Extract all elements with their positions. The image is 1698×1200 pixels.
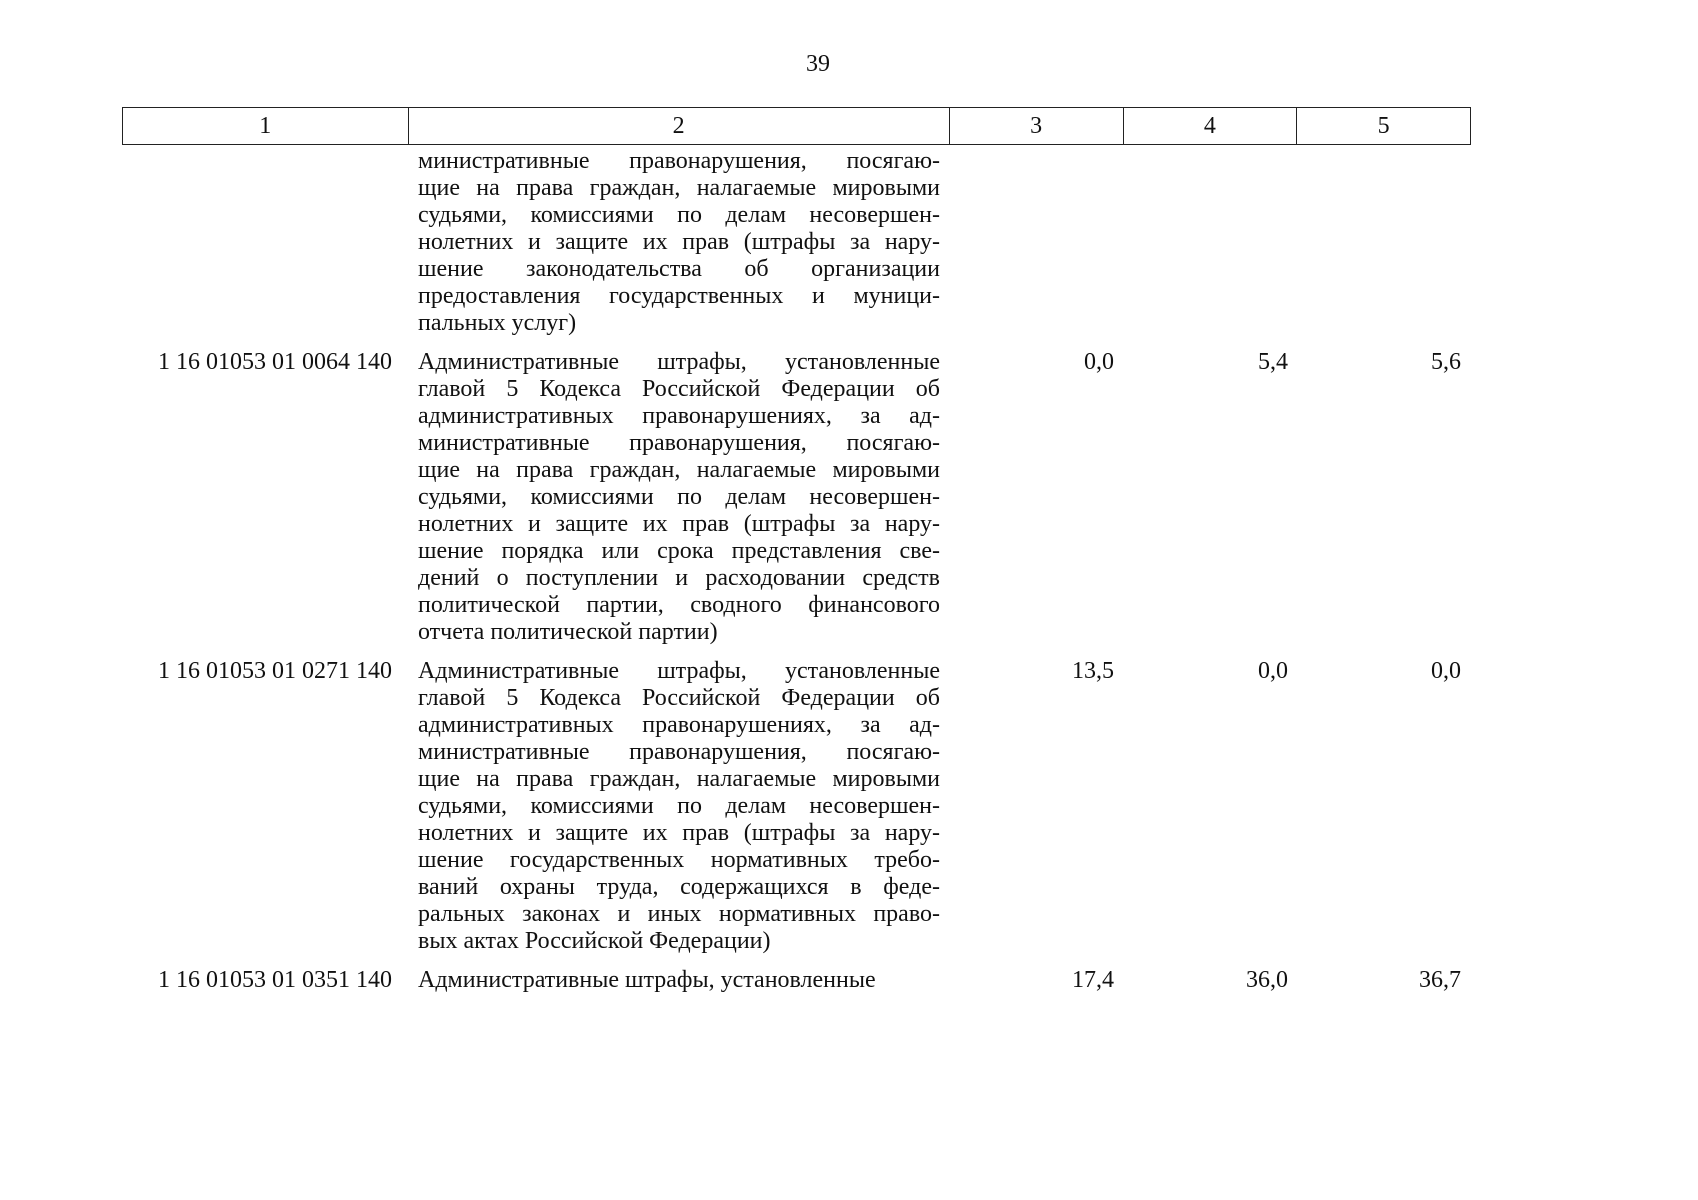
- table-row: [122, 148, 1471, 337]
- description-line: судьями, комиссиями по делам несовершен-: [418, 202, 940, 228]
- description-line: щие на права граждан, налагаемые мировыми: [418, 175, 940, 201]
- description-line: политической партии, сводного финансового: [418, 592, 940, 618]
- row-value-col-4: 5,4: [1258, 349, 1288, 375]
- row-description: [408, 658, 950, 955]
- row-value-col-3: 13,5: [1072, 658, 1114, 684]
- row-code: 1 16 01053 01 0064 140: [158, 349, 392, 375]
- row-description: [408, 967, 950, 994]
- description-line: нолетних и защите их прав (штрафы за нару-: [418, 511, 940, 537]
- row-value-col-5: 5,6: [1431, 349, 1461, 375]
- description-line: главой 5 Кодекса Российской Федерации об: [418, 376, 940, 402]
- description-line: судьями, комиссиями по делам несовершен-: [418, 484, 940, 510]
- header-col-5: 5: [1377, 113, 1390, 139]
- description-line: главой 5 Кодекса Российской Федерации об: [418, 685, 940, 711]
- header-col-3: 3: [950, 108, 1124, 144]
- row-value-col-5: [1298, 148, 1471, 337]
- row-code: [122, 148, 408, 337]
- table-row: [122, 349, 1471, 646]
- description-line: предоставления государственных и муници-: [418, 283, 940, 309]
- description-line: судьями, комиссиями по делам несовершен-: [418, 793, 940, 819]
- table-body: [122, 148, 1471, 994]
- description-line: отчета политической партии): [418, 619, 718, 645]
- row-value-col-3: [950, 148, 1124, 337]
- row-code: 1 16 01053 01 0351 140: [158, 967, 392, 993]
- row-value-col-4: 0,0: [1258, 658, 1288, 684]
- description-line: министративные правонарушения, посягаю-: [418, 430, 940, 456]
- description-line: министративные правонарушения, посягаю-: [418, 739, 940, 765]
- description-line: министративные правонарушения, посягаю-: [418, 148, 940, 174]
- description-line: административных правонарушениях, за ад-: [418, 712, 940, 738]
- description-line: Административные штрафы, установленные: [418, 349, 940, 375]
- description-line: ральных законах и иных нормативных право-: [418, 901, 940, 927]
- row-value-col-3: 17,4: [1072, 967, 1114, 993]
- description-line: нолетних и защите их прав (штрафы за нару-: [418, 229, 940, 255]
- page-number: 39: [806, 51, 830, 77]
- description-line: шение порядка или срока представления све-: [418, 538, 940, 564]
- description-line: Административные штрафы, установленные: [418, 658, 940, 684]
- description-line: щие на права граждан, налагаемые мировыми: [418, 457, 940, 483]
- description-line: нолетних и защите их прав (штрафы за нару-: [418, 820, 940, 846]
- row-value-col-4: [1124, 148, 1298, 337]
- table-row: [122, 967, 1471, 994]
- description-line: шение законодательства об организации: [418, 256, 940, 282]
- description-line: щие на права граждан, налагаемые мировыми: [418, 766, 940, 792]
- table-row: [122, 658, 1471, 955]
- description-line: Административные штрафы, установленные: [418, 967, 876, 993]
- description-line: административных правонарушениях, за ад-: [418, 403, 940, 429]
- description-line: пальных услуг): [418, 310, 577, 336]
- row-value-col-5: 0,0: [1431, 658, 1461, 684]
- table-header: [122, 107, 1471, 145]
- row-value-col-3: 0,0: [1084, 349, 1114, 375]
- header-col-1: 1: [123, 108, 409, 144]
- row-value-col-4: 36,0: [1246, 967, 1288, 993]
- row-value-col-5: 36,7: [1419, 967, 1461, 993]
- description-line: вых актах Российской Федерации): [418, 928, 771, 954]
- row-code: 1 16 01053 01 0271 140: [158, 658, 392, 684]
- row-description: [408, 148, 950, 337]
- header-col-2: 2: [409, 108, 950, 144]
- description-line: ваний охраны труда, содержащихся в феде-: [418, 874, 940, 900]
- description-line: дений о поступлении и расходовании средств: [418, 565, 940, 591]
- row-description: [408, 349, 950, 646]
- description-line: шение государственных нормативных требо-: [418, 847, 940, 873]
- header-col-4: 4: [1124, 108, 1298, 144]
